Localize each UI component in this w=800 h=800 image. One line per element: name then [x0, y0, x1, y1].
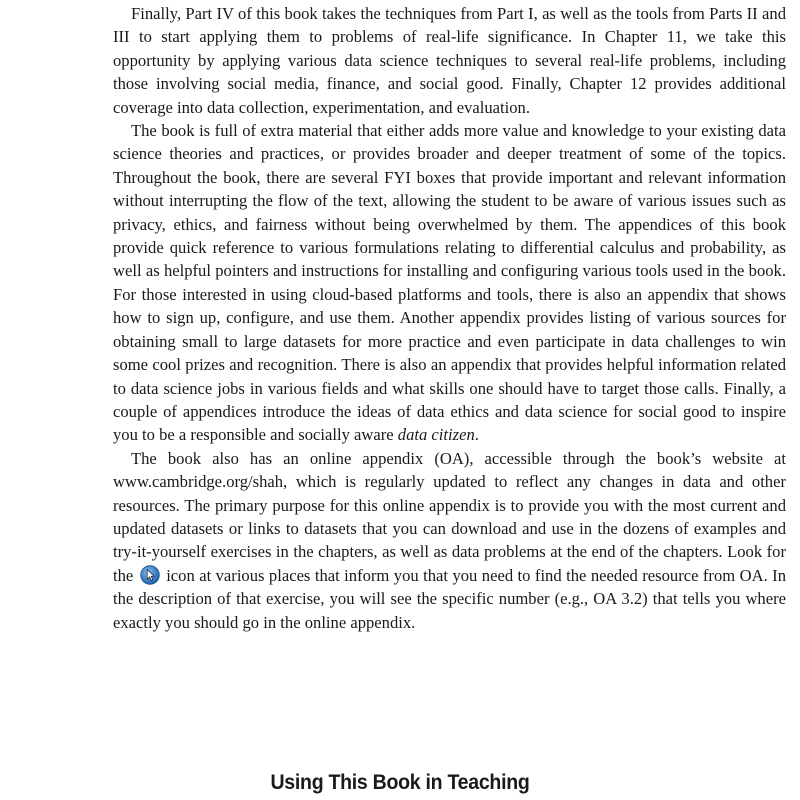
data-citizen-emphasis: data citizen — [397, 425, 475, 445]
paragraph-extra-material — [113, 119, 786, 447]
paragraph-extra-material-end: . — [474, 425, 479, 445]
book-page — [113, 2, 786, 634]
paragraph-part-iv: Finally, Part IV of this book takes the techniques from Part I, as well as the tools from Parts II and III to start applying them to problems of real-life significance. In Chapter 11, we take this opportunity by applying various data science techniques to several real-life problems, including those involving social media, finance, and social good. Finally, Chapter 12 provides additional coverage into data collection, experimentation, and evaluation. — [113, 4, 786, 117]
paragraph-online-appendix-text: The book also has an online appendix (OA), accessible through the book’s website at www.cambridge.org/shah, which is regularly updated to reflect any changes in data and other resources. The primary purpose for this online appendix is to provide you with the most current and updated datasets or links to datasets that you can download and use in the dozens of examples and try-it-yourself exercises in the chapters, as well as data problems at the end of the chapters. Look for the — [113, 448, 786, 585]
paragraph-online-appendix — [113, 447, 786, 634]
paragraph-online-appendix-text-continued: icon at various places that inform you that you need to find the needed resource from OA. In the description of that exercise, you will see the specific number (e.g., OA 3.2) that tells you where exactly you should go in the online appendix. — [113, 565, 786, 632]
cursor-pointer-icon — [140, 565, 160, 585]
section-heading: Using This Book in Teaching — [270, 771, 530, 794]
paragraph-extra-material-text: The book is full of extra material that either adds more value and knowledge to your existing data science theories and practices, or provides broader and deeper treatment of some of the topics. Throughout the book, there are several FYI boxes that provide important and relevant information without interrupting the flow of the text, allowing the student to be aware of various issues such as privacy, ethics, and fairness without being overwhelmed by them. The appendices of this book provide quick reference to various formulations relating to differential calculus and probability, as well as helpful pointers and instructions for installing and configuring various tools used in the book. For those interested in using cloud-based platforms and tools, there is also an appendix that shows how to sign up, configure, and use them. Another appendix provides listing of various sources for obtaining small to large datasets for more practice and even participate in data challenges to win some cool prizes and recognition. There is also an appendix that provides helpful information related to data science jobs in various fields and what skills one should have to target those calls. Finally, a couple of appendices introduce the ideas of data ethics and data science for social good to inspire you to be a responsible and socially aware — [113, 121, 786, 445]
